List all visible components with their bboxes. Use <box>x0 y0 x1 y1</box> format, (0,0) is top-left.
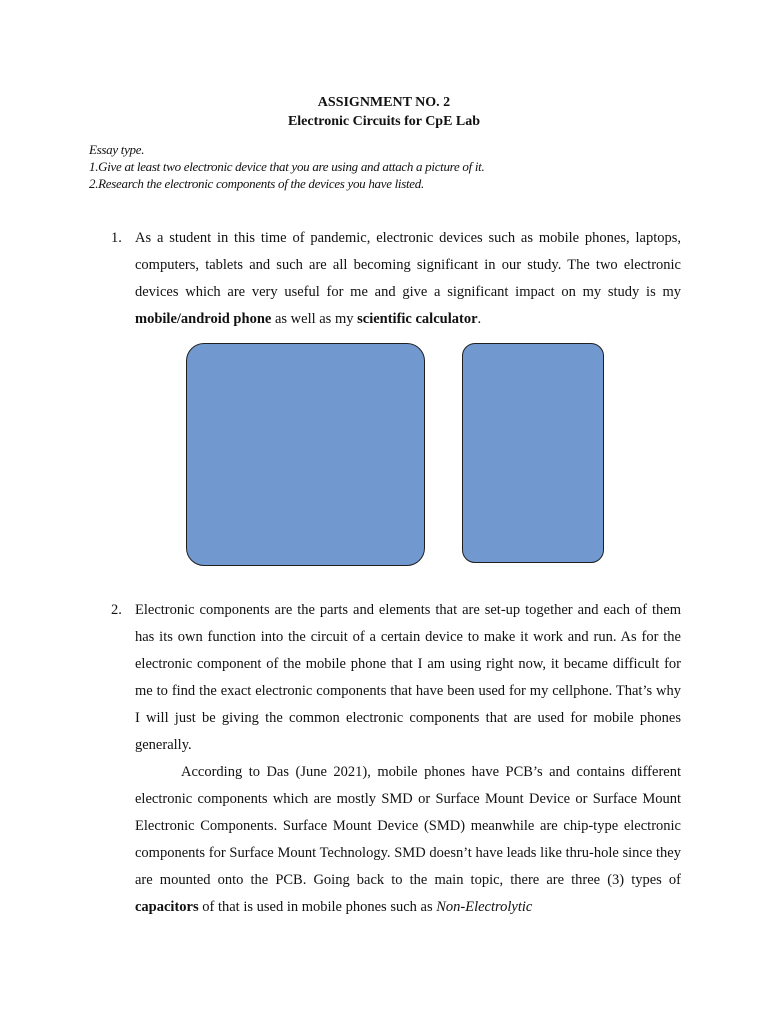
instruction-line-1: 1.Give at least two electronic device that you are using and attach a picture of it. <box>89 159 485 174</box>
bold-text: mobile/android phone <box>135 311 272 327</box>
answer-item-2 <box>111 597 681 921</box>
paragraph-text: Electronic components are the parts and elements that are set-up together and each of them has its own function into the circuit of a certain device to make it work and run. As for the electronic component of the mobile phone that I am using right now, it became difficult for me to find the exact electronic components that have been used for my cellphone. That’s why I will just be giving the common electronic components that are used for mobile phones generally. <box>135 602 681 753</box>
assignment-subtitle: Electronic Circuits for CpE Lab <box>287 114 481 129</box>
answer-paragraph <box>135 225 681 333</box>
answer-number: 1. <box>111 230 122 246</box>
instructions <box>89 141 709 192</box>
paragraph-text: According to Das (June 2021), mobile phones have PCB’s and contains different electronic components which are mostly SMD or Surface Mount Device or Surface Mount Electronic Components. Surface Mount Device (SMD) meanwhile are chip-type electronic components for Surface Mount Technology. SMD doesn’t have leads like thru-hole since they are mounted onto the PCB. Going back to the main topic, there are three (3) types of <box>135 764 681 888</box>
scientific-calculator-picture <box>462 343 604 563</box>
answer-body <box>135 225 681 333</box>
answer-body <box>135 597 681 921</box>
answer-item-1 <box>111 225 681 333</box>
paragraph-text: As a student in this time of pandemic, electronic devices such as mobile phones, laptops, computers, tablets and such are all becoming significant in our study. The two electronic devices which are very useful for me and give a significant impact on my study is my <box>135 230 681 300</box>
instruction-line-2: 2.Research the electronic components of the devices you have listed. <box>89 176 424 191</box>
assignment-title: ASSIGNMENT NO. 2 <box>317 95 451 110</box>
bold-text: scientific calculator <box>357 311 478 327</box>
answer-paragraph <box>135 759 681 921</box>
mobile-phone-picture <box>186 343 425 566</box>
paragraph-text: of that is used in mobile phones such as <box>198 899 437 915</box>
answer-paragraph <box>135 597 681 759</box>
italic-text: Non-Electrolytic <box>436 899 533 915</box>
instructions-type: Essay type. <box>89 142 145 157</box>
paragraph-text: . <box>477 311 482 327</box>
answer-number: 2. <box>111 602 122 618</box>
bold-text: capacitors <box>135 899 199 915</box>
paragraph-text: as well as my <box>271 311 358 327</box>
